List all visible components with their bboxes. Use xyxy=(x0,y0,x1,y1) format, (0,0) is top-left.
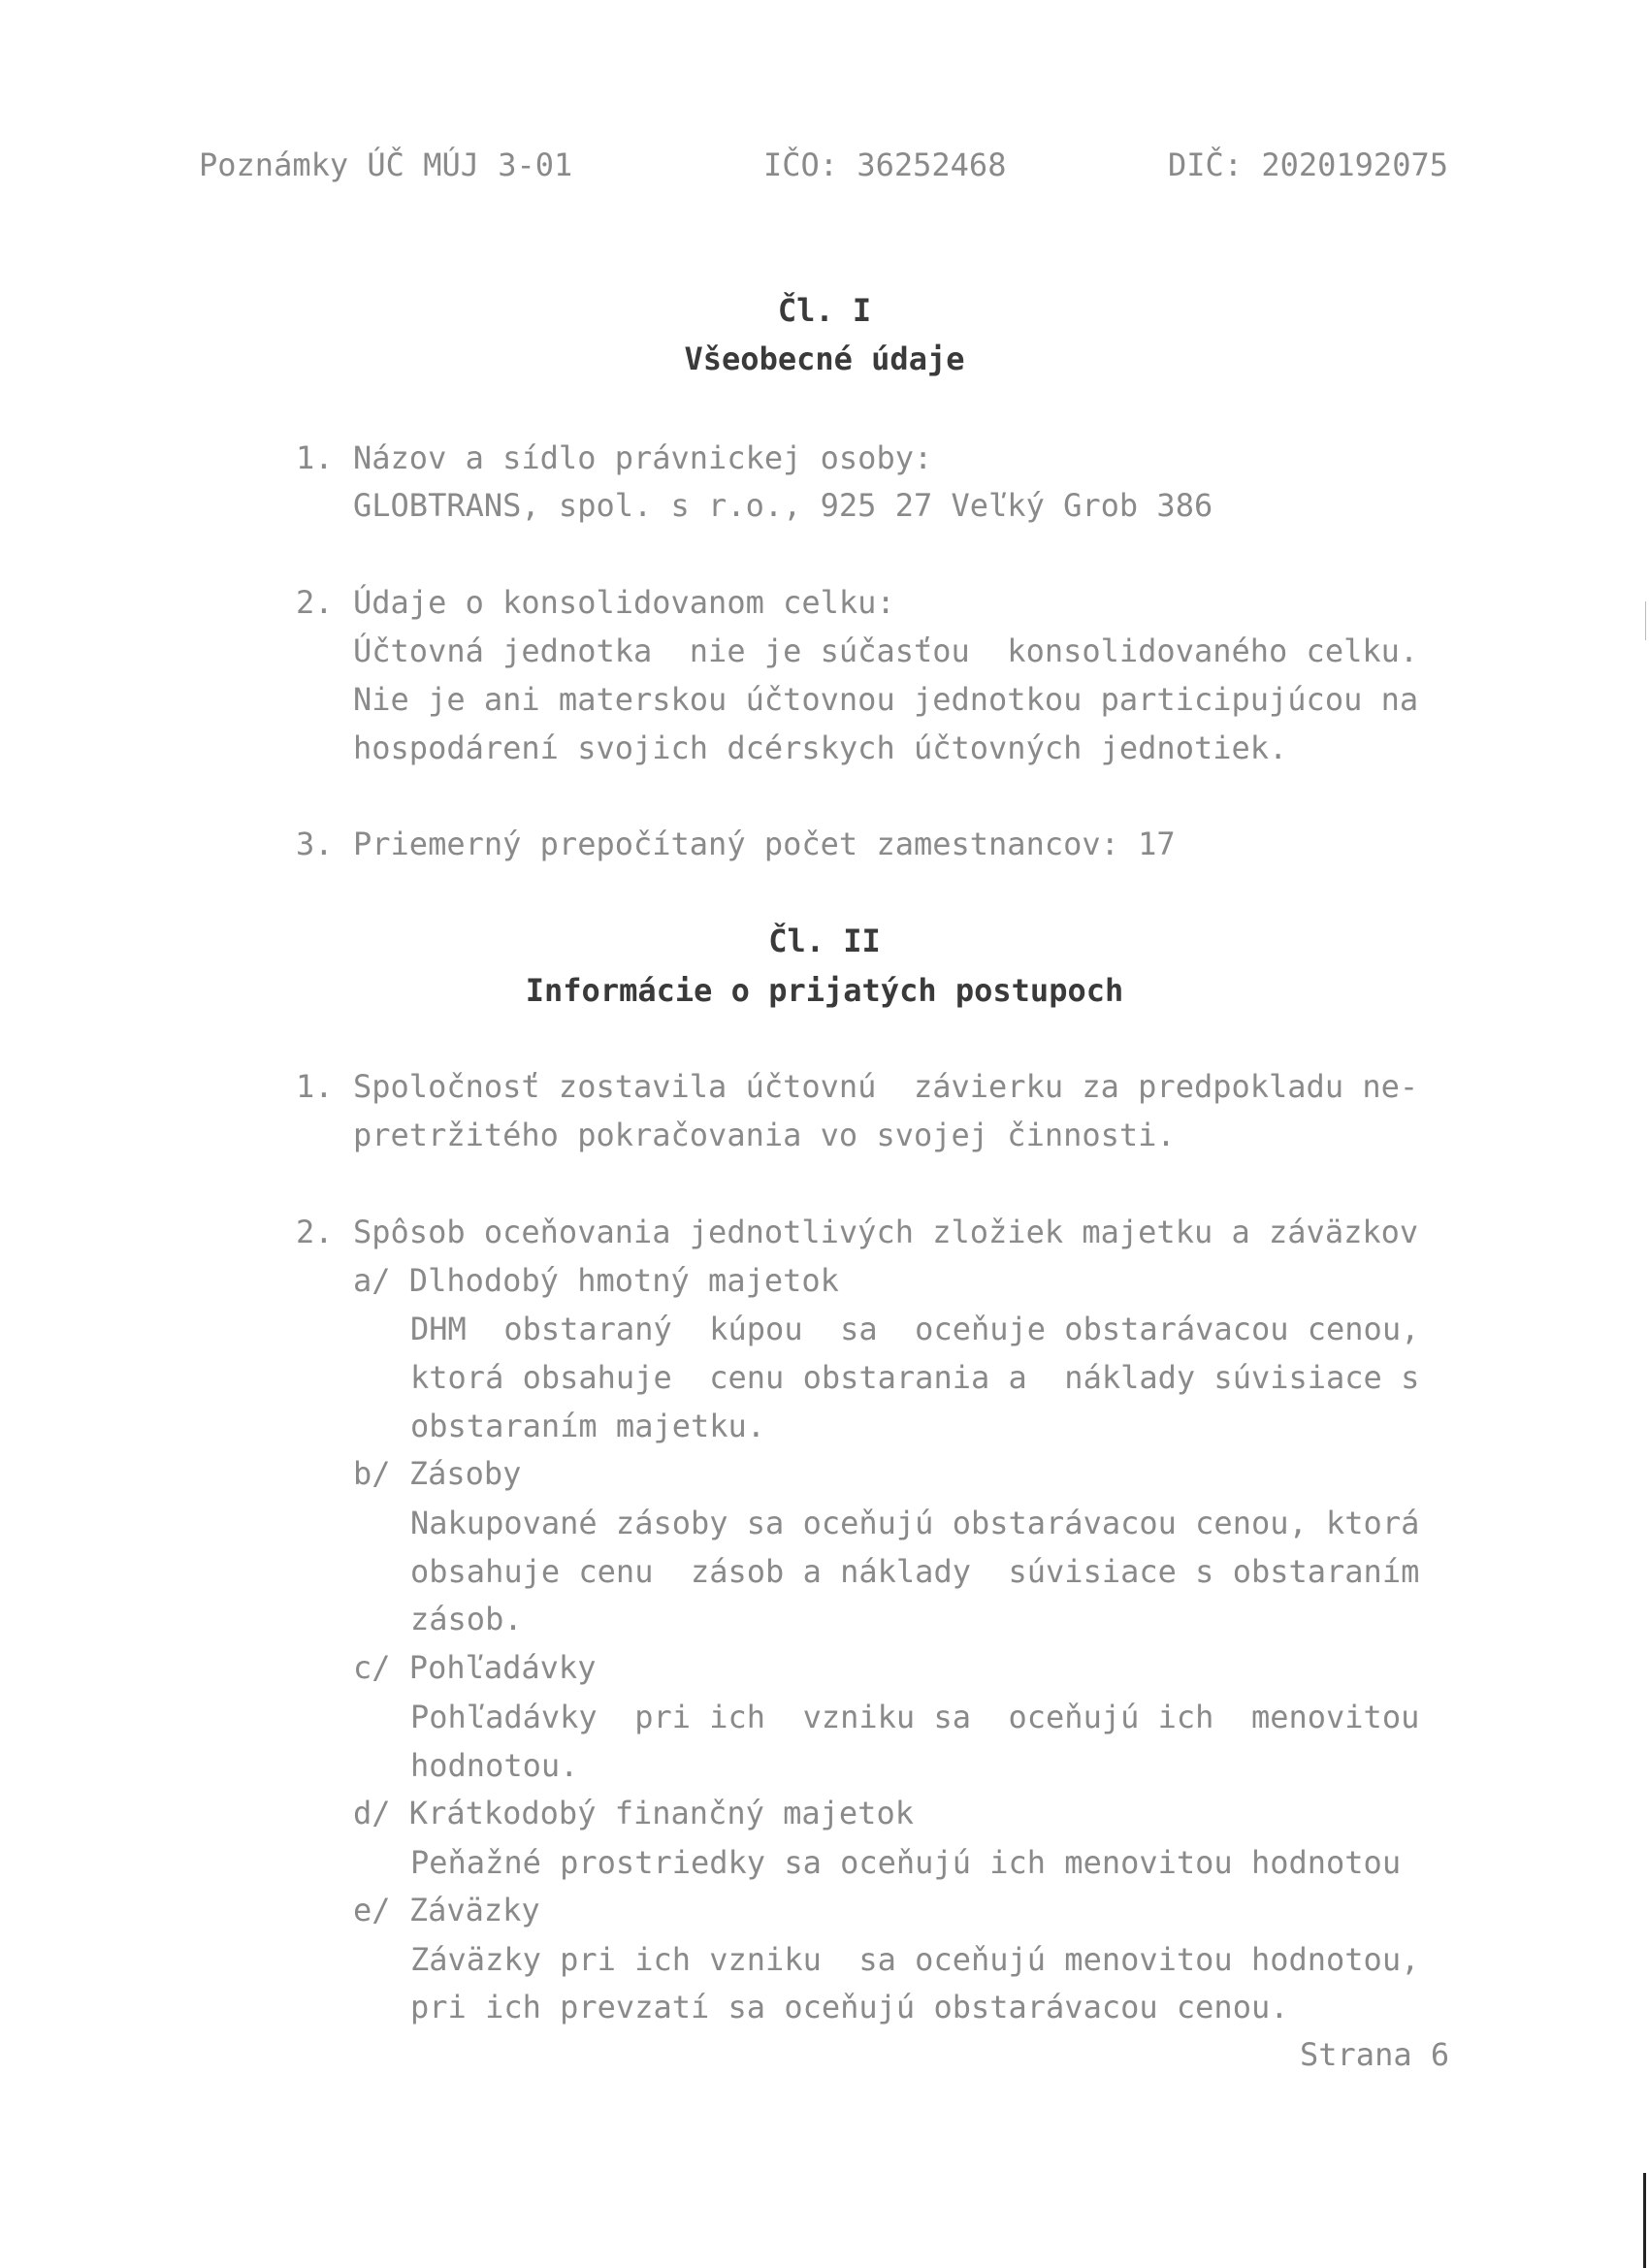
item-number: 3. xyxy=(296,826,334,862)
sub-text: Pohľadávky pri ich vzniku sa oceňujú ich menovitou xyxy=(410,1699,1420,1735)
scan-edge-mark xyxy=(1645,601,1646,640)
sub-text: Peňažné prostriedky sa oceňujú ich menovitou hodnotou xyxy=(410,1844,1402,1881)
item-text: Spoločnosť zostavila účtovnú závierku za predpokladu ne- xyxy=(353,1068,1419,1105)
article-1-subtitle: Všeobecné údaje xyxy=(684,340,965,377)
sub-text: pri ich prevzatí sa oceňujú obstarávacou cenou. xyxy=(410,1989,1289,2025)
item-text: pretržitého pokračovania vo svojej činnosti. xyxy=(353,1117,1176,1153)
sub-text: obsahuje cenu zásob a náklady súvisiace s obstaraním xyxy=(410,1553,1420,1590)
sub-text: obstaraním majetku. xyxy=(410,1408,766,1444)
item-text: Názov a sídlo právnickej osoby: xyxy=(353,439,933,476)
article-1-title: Čl. I xyxy=(777,292,872,329)
sub-text: ktorá obsahuje cenu obstarania a náklady súvisiace s xyxy=(410,1359,1420,1396)
sub-text: Záväzky pri ich vzniku sa oceňujú menovitou hodnotou, xyxy=(410,1941,1420,1978)
item-text: Údaje o konsolidovanom celku: xyxy=(353,584,895,621)
sub-text: Nakupované zásoby sa oceňujú obstarávacou cenou, ktorá xyxy=(410,1505,1420,1541)
item-text: Účtovná jednotka nie je súčasťou konsolidovaného celku. xyxy=(353,632,1419,669)
dic: DIČ: 2020192075 xyxy=(1168,146,1448,183)
scan-edge-mark xyxy=(1643,2173,1646,2268)
item-heading: Spôsob oceňovania jednotlivých zložiek majetku a záväzkov xyxy=(353,1214,1419,1250)
sub-text: hodnotou. xyxy=(410,1747,579,1784)
item-number: 1. xyxy=(296,439,334,476)
sub-label: a/ Dlhodobý hmotný majetok xyxy=(353,1262,839,1299)
article-2-title: Čl. II xyxy=(768,923,881,959)
sub-text: DHM obstaraný kúpou sa oceňuje obstarávacou cenou, xyxy=(410,1311,1420,1347)
item-number: 2. xyxy=(296,584,334,621)
item-number: 2. xyxy=(296,1214,334,1250)
page-number: Strana 6 xyxy=(1300,2036,1450,2073)
sub-label: c/ Pohľadávky xyxy=(353,1649,597,1686)
sub-label: e/ Záväzky xyxy=(353,1892,540,1928)
item-text: Priemerný prepočítaný počet zamestnancov: 17 xyxy=(353,826,1176,862)
document-code: Poznámky ÚČ MÚJ 3-01 xyxy=(199,146,573,183)
item-text: hospodárení svojich dcérskych účtovných jednotiek. xyxy=(353,729,1288,766)
item-number: 1. xyxy=(296,1068,334,1105)
sub-label: b/ Zásoby xyxy=(353,1455,522,1492)
ico: IČO: 36252468 xyxy=(763,146,1007,183)
sub-label: d/ Krátkodobý finančný majetok xyxy=(353,1795,914,1831)
sub-text: zásob. xyxy=(410,1601,523,1637)
article-2-subtitle: Informácie o prijatých postupoch xyxy=(525,972,1124,1009)
item-text: Nie je ani materskou účtovnou jednotkou participujúcou na xyxy=(353,681,1419,718)
item-text: GLOBTRANS, spol. s r.o., 925 27 Veľký Grob 386 xyxy=(353,487,1213,524)
